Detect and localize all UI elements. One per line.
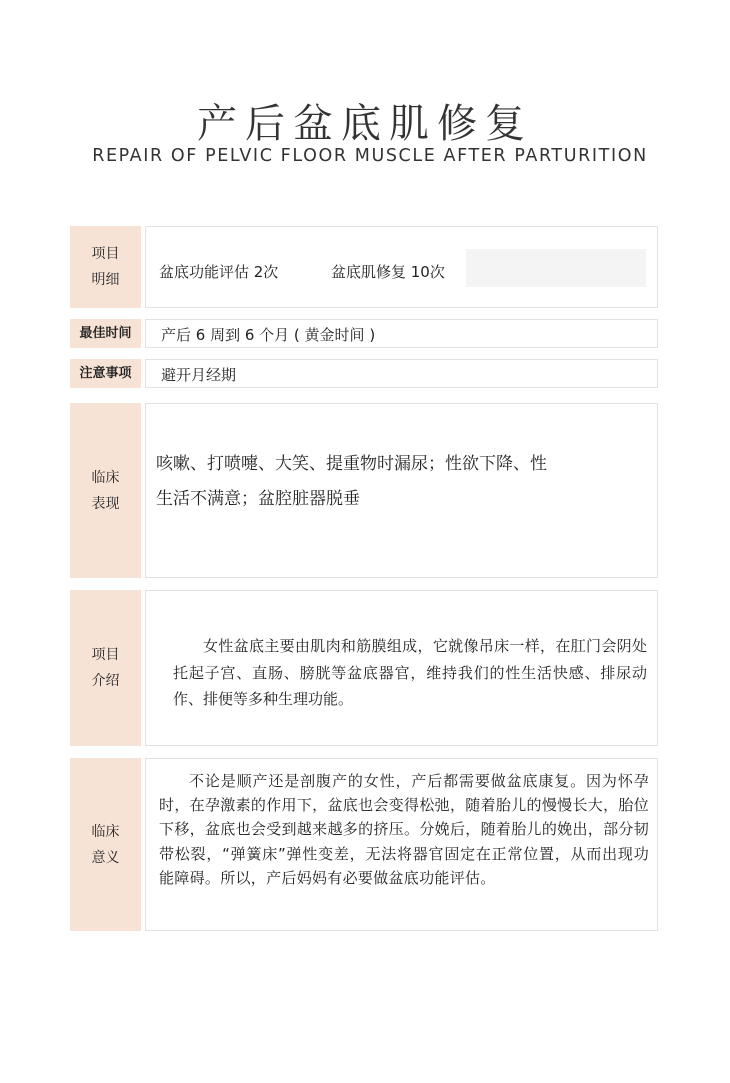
best-time-text: 产后 6 周到 6 个月 ( 黄金时间 ) xyxy=(161,326,376,344)
row-project-details xyxy=(70,226,658,308)
cell-clinical-significance xyxy=(145,758,658,931)
notes-text: 避开月经期 xyxy=(161,366,237,384)
label-line: 明细 xyxy=(91,272,120,288)
label-notes: 注意事项 xyxy=(70,359,141,388)
page-title: 产后盆底肌修复 xyxy=(197,101,533,147)
label-line: 意义 xyxy=(91,849,120,866)
row-best-time xyxy=(70,319,658,348)
row-project-intro xyxy=(70,590,658,746)
redacted-area xyxy=(466,249,646,287)
significance-paragraph: 不论是顺产还是剖腹产的女性，产后都需要做盆底康复。因为怀孕时，在孕激素的作用下，盆底也会变得松弛，随着胎儿的慢慢长大，胎位下移，盆底也会受到越来越多的挤压。分娩后，随着胎儿的娩出，部分韧带松裂，“弹簧床”弹性变差，无法将器官固定在正常位置，从而出现功能障碍。所以，产后妈妈有必要做盆底功能评估。 xyxy=(159,772,649,887)
symptoms-line: 生活不满意；盆腔脏器脱垂 xyxy=(156,489,360,509)
label-line: 临床 xyxy=(91,823,120,840)
row-clinical-significance xyxy=(70,758,658,931)
label-best-time: 最佳时间 xyxy=(70,319,141,348)
intro-paragraph: 女性盆底主要由肌肉和筋膜组成，它就像吊床一样，在肛门会阴处托起子宫、直肠、膀胱等盆底器官，维持我们的性生活快感、排尿动作、排便等多种生理功能。 xyxy=(173,637,647,708)
cell-project-intro xyxy=(145,590,658,746)
label-clinical-significance xyxy=(70,758,141,931)
cell-project-details xyxy=(145,226,658,308)
symptoms-line: 咳嗽、打喷嚏、大笑、提重物时漏尿；性欲下降、性 xyxy=(156,454,547,474)
item-pelvic-repair: 盆底肌修复 10次 xyxy=(331,263,445,281)
label-clinical-symptoms xyxy=(70,403,141,578)
label-line: 介绍 xyxy=(91,673,120,689)
label-line: 临床 xyxy=(91,469,120,486)
label-line: 项目 xyxy=(91,647,120,663)
cell-clinical-symptoms xyxy=(145,403,658,578)
label-line: 项目 xyxy=(91,246,120,262)
cell-notes xyxy=(145,359,658,388)
item-pelvic-assessment: 盆底功能评估 2次 xyxy=(159,263,279,281)
label-project-intro xyxy=(70,590,141,746)
label-project-details xyxy=(70,226,141,308)
page-subtitle: REPAIR OF PELVIC FLOOR MUSCLE AFTER PARTURITION xyxy=(92,146,648,166)
row-clinical-symptoms xyxy=(70,403,658,578)
cell-best-time xyxy=(145,319,658,348)
row-notes xyxy=(70,359,658,388)
label-line: 表现 xyxy=(91,495,120,512)
